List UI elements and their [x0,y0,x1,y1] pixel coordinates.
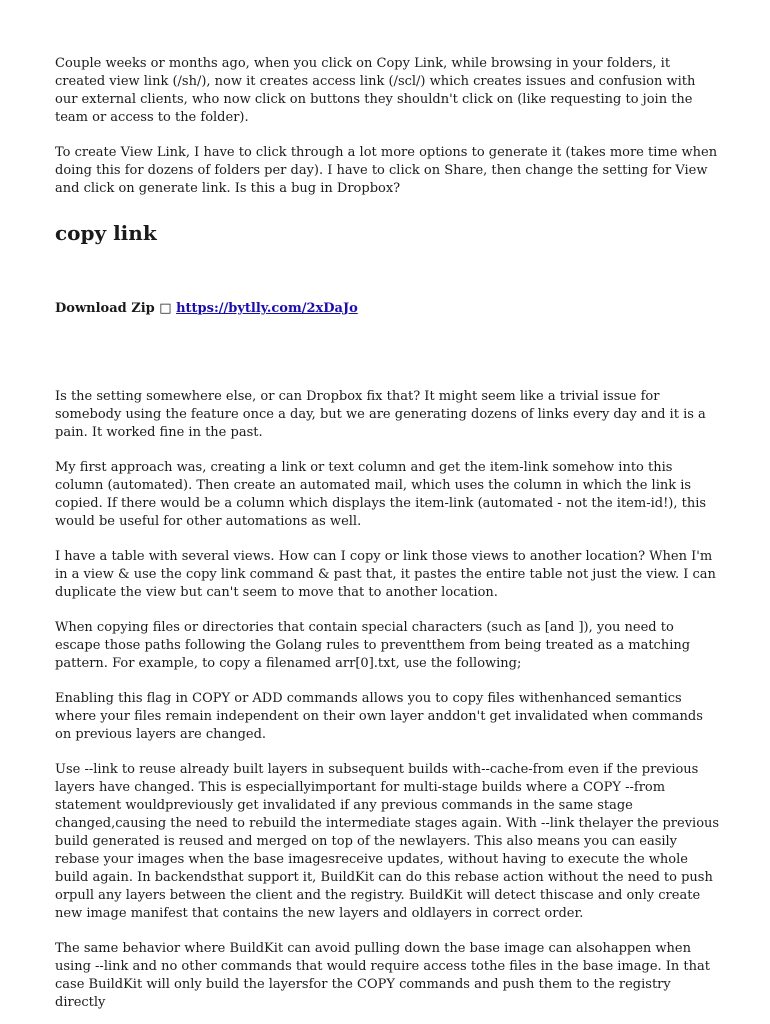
paragraph: To create View Link, I have to click through a lot more options to generate it (takes more time when doing this for dozens of folders per day). I have to click on Share, then change the setting for View and click on generate link. Is this a bug in Dropbox? [55,145,718,196]
paragraph: Use --link to reuse already built layers in subsequent builds with--cache-from even if the previous layers have changed. This is especiallyimportant for multi-stage builds where a COPY --from statement wouldpreviously get invalidated if any previous commands in the same stage changed,causing the need to rebuild the intermediate stages again. With --link thelayer the previous build generated is reused and merged on top of the newlayers. This also means you can easily rebase your images when the base imagesreceive updates, without having to execute the whole build again. In backendsthat support it, BuildKit can do this rebase action without the need to push orpull any layers between the client and the registry. BuildKit will detect thiscase and only create new image manifest that contains the new layers and oldlayers in correct order. [55,762,720,921]
paragraph: Couple weeks or months ago, when you click on Copy Link, while browsing in your folders, it created view link (/sh/), now it creates access link (/scl/) which creates issues and confusion with our external clients, who now click on buttons they shouldn't click on (like requesting to join the team or access to the folder). [55,56,696,125]
spacer [55,318,720,388]
paragraph: I have a table with several views. How can I copy or link those views to another location? When I'm in a view & use the copy link command & past that, it pastes the entire table not just the view. I can duplicate the view but can't seem to move that to another location. [55,549,716,600]
paragraph: Enabling this flag in COPY or ADD commands allows you to copy files withenhanced semantics where your files remain independent on their own layer anddon't get invalidated when commands on previous layers are changed. [55,691,703,742]
download-line [55,300,720,318]
paragraph: Is the setting somewhere else, or can Dropbox fix that? It might seem like a trivial issue for somebody using the feature once a day, but we are generating dozens of links every day and it is a pain. It worked fine in the past. [55,389,706,440]
section-heading: copy link [55,221,157,245]
download-link[interactable]: https://bytlly.com/2xDaJo [176,301,358,316]
download-label: Download Zip □ [55,301,172,316]
paragraph: The same behavior where BuildKit can avoid pulling down the base image can alsohappen when using --link and no other commands that would require access tothe files in the base image. In that case BuildKit will only build the layersfor the COPY commands and push them to the registry directly [55,941,710,1010]
paragraph: My first approach was, creating a link or text column and get the item-link somehow into this column (automated). Then create an automated mail, which uses the column in which the link is copied. If there would be a column which displays the item-link (automated - not the item-id!), this would be useful for other automations as well. [55,460,707,529]
paragraph: When copying files or directories that contain special characters (such as [and ]), you need to escape those paths following the Golang rules to preventthem from being treated as a matching pattern. For example, to copy a filenamed arr[0].txt, use the following; [55,620,691,671]
